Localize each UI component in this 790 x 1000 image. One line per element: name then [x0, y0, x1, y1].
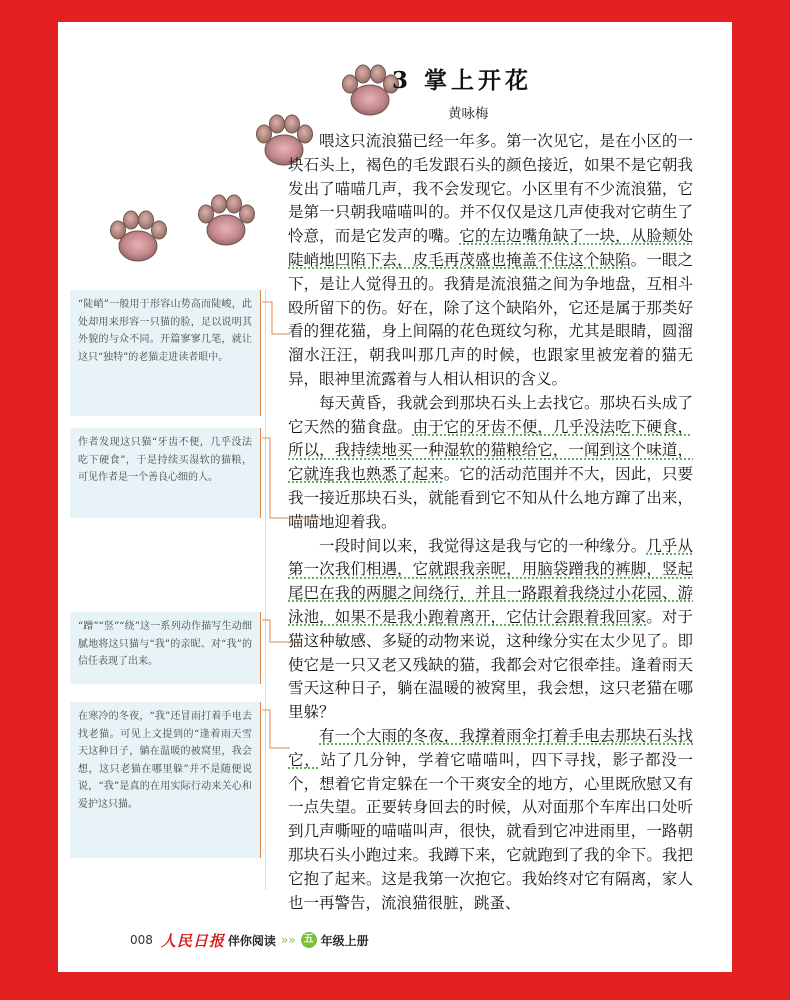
text-segment: 。对于猫这种敏感、多疑的动物来说，这种缘分实在太少见了。即使它是一只又老又残缺的猫，我都会对它很牵挂。逢着雨天雪天这种日子，躺在温暖的被窝里，我会想，这只老猫在哪里躲？: [288, 607, 693, 722]
grade-badge: 五: [301, 932, 317, 948]
annotation-note: 作者发现这只猫“牙齿不便，几乎没法吃下硬食”，于是持续买湿软的猫粮，可见作者是一个善良心细的人。: [70, 428, 261, 518]
text-segment: 。一眼之下，是让人觉得丑的。我猜是流浪猫之间为争地盘，互相斗殴所留下的伤。好在，除了这个缺陷外，它还是属于那类好看的狸花猫，身上间隔的花色斑纹匀称，尤其是眼睛，圆溜溜水汪汪，朝我叫那几声的时候，也跟家里被宠着的猫无异，眼神里流露着与人相认相识的含义。: [288, 250, 693, 388]
page-footer: [130, 928, 369, 952]
paragraph: [288, 130, 693, 392]
paragraph: [288, 535, 693, 725]
annotation-connector: [262, 436, 322, 526]
cat-paw-icon: [194, 192, 258, 248]
double-arrow-icon: »»: [280, 933, 296, 947]
underlined-segment: 有一个大雨的冬夜，我撑着雨伞打着手电去那块石头找它，: [288, 726, 693, 769]
underlined-segment: 它的左边嘴角缺了一块，从脸颊处陡峭地凹陷下去，皮毛再茂盛也掩盖不住这个缺陷: [288, 227, 693, 269]
page-number: 008: [130, 933, 153, 947]
annotation-note: “陡峭”一般用于形容山势高而陡峻，此处却用来形容一只猫的脸，足以说明其外貌的与众不同。开篇寥寥几笔，就让这只“独特”的老猫走进读者眼中。: [70, 290, 261, 416]
paragraph: [288, 392, 693, 535]
underlined-segment: 由于它的牙齿不便，几乎没法吃下硬食，所以，我持续地买一种湿软的猫粮给它，一闻到这个味道，它就连我也熟悉了起来: [288, 417, 693, 484]
annotation-note: “蹭”“竖”“绕”这一系列动作描写生动细腻地将这只猫与“我”的亲昵、对“我”的信任表现了出来。: [70, 612, 261, 684]
author-name: 黄咏梅: [448, 106, 489, 122]
brand-logo: 人民日报: [160, 931, 225, 950]
series-name: 伴你阅读: [227, 933, 276, 948]
cat-paw-icon: [106, 208, 170, 264]
text-segment: 。它的活动范围并不大，因此，只要我一接近那块石头，就能看到它不知从什么地方蹿了出来，喵喵地迎着我。: [288, 465, 693, 531]
text-segment: 喂这只流浪猫已经一年多。第一次见它，是在小区的一块石头上，褐色的毛发跟石头的颜色接近，如果不是它朝我发出了喵喵几声，我不会发现它。小区里有不少流浪猫，它是第一只朝我喵喵叫的。并不仅仅是这几声使我对它萌生了怜意，而是它发声的嘴。: [288, 132, 693, 246]
annotation-connector: [262, 300, 292, 340]
margin-divider: [265, 290, 266, 890]
underlined-segment: 几乎从第一次我们相遇，它就跟我亲昵，用脑袋蹭我的裤脚，竖起尾巴在我的两腿之间绕行，并且一路跟着我绕过小花园、游泳池，如果不是我小跑着离开，它估计会跟着我回家: [288, 536, 693, 626]
text-segment: 每天黄昏，我就会到那块石头上去找它。那块石头成了它天然的猫食盘。: [288, 393, 693, 436]
annotation-connector: [262, 618, 302, 648]
text-segment: 站了几分钟，学着它喵喵叫，四下寻找，影子都没一个，想着它肯定躲在一个干爽安全的地方，心里既欣慰又有一点失望。正要转身回去的时候，从对面那个车库出口处听到几声嘶哑的喵喵叫声，很快，就看到它冲进雨里，一路朝那块石头小跑过来。我蹲下来，它就跑到了我的伞下。我把它抱了起来。这是我第一次抱它。我始终对它有隔离，家人也一再警告，流浪猫很脏，跳蚤、: [288, 750, 693, 912]
annotation-connector: [262, 708, 292, 758]
article-body: [288, 130, 693, 915]
paragraph: [288, 725, 693, 915]
annotation-note: 在寒冷的冬夜，“我”还冒雨打着手电去找老猫。可见上文提到的“逢着雨天雪天这种日子，躺在温暖的被窝里，我会想，这只老猫在哪里躲”并不是随便说说，“我”是真的在用实际行动来关心和爱护这只猫。: [70, 702, 261, 858]
grade-label: 年级上册: [320, 933, 369, 948]
text-segment: 一段时间以来，我觉得这是我与它的一种缘分。: [319, 536, 647, 555]
lesson-title: 3 掌上开花: [392, 67, 533, 94]
